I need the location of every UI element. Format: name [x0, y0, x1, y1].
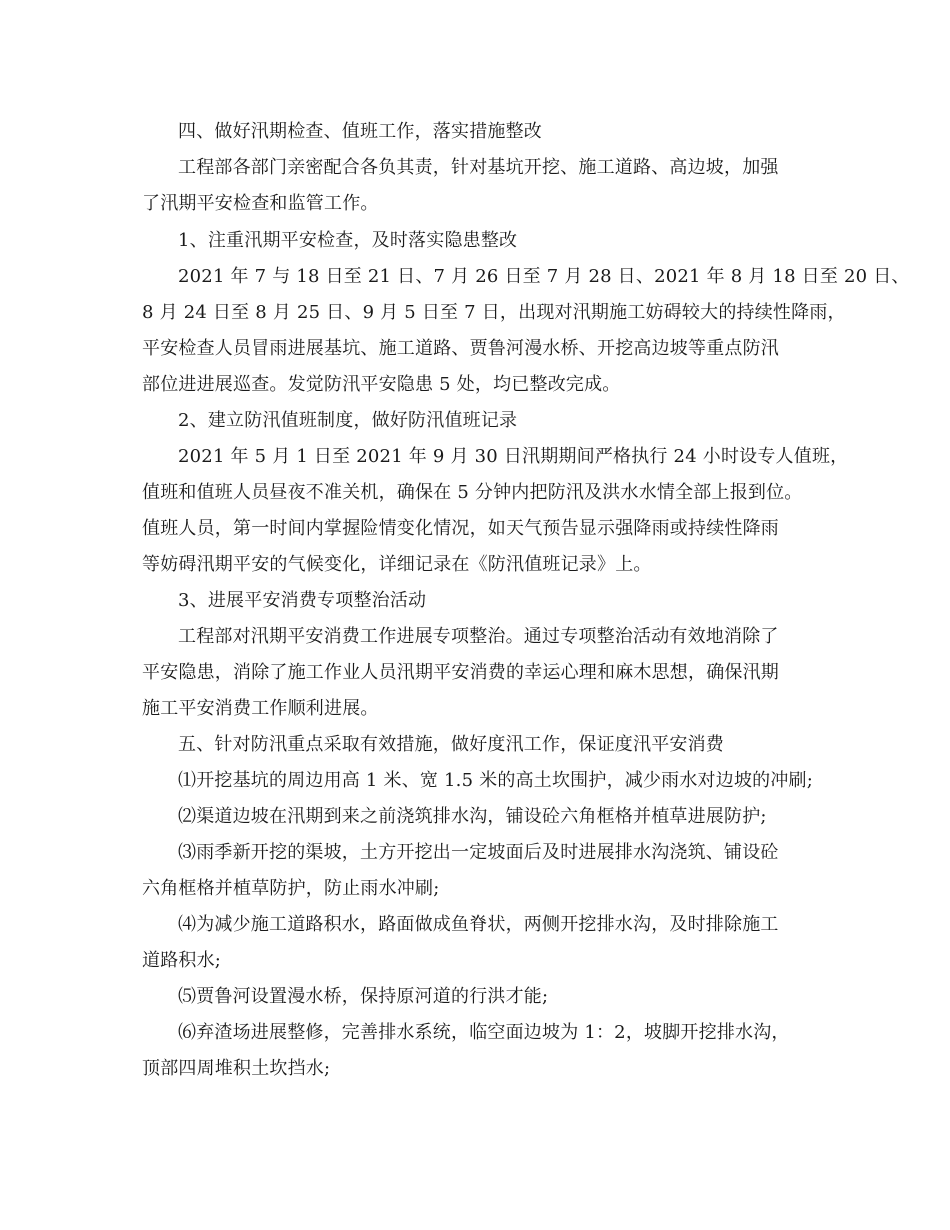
paragraph-line: 工程部各部门亲密配合各负其责，针对基坑开挖、施工道路、高边坡，加强 — [178, 157, 779, 178]
list-item: ⑶雨季新开挖的渠坡，土方开挖出一定坡面后及时进展排水沟浇筑、铺设砼 — [178, 842, 779, 863]
list-item: ⑹弃渣场进展整修，完善排水系统，临空面边坡为 1：2，坡脚开挖排水沟， — [178, 1022, 790, 1043]
subheading-3: 3、进展平安消费专项整治活动 — [178, 590, 427, 611]
list-item: ⑷为减少施工道路积水，路面做成鱼脊状，两侧开挖排水沟，及时排除施工 — [178, 914, 779, 935]
paragraph-line: 工程部对汛期平安消费工作进展专项整治。通过专项整治活动有效地消除了 — [178, 626, 779, 647]
list-item-continuation: 道路积水; — [142, 950, 222, 971]
paragraph-line: 施工平安消费工作顺利进展。 — [142, 698, 379, 719]
list-item: ⑸贾鲁河设置漫水桥，保持原河道的行洪才能; — [178, 986, 549, 1007]
paragraph-line: 部位进进展巡查。发觉防汛平安隐患 5 处，均已整改完成。 — [142, 374, 621, 395]
paragraph-line: 值班和值班人员昼夜不准关机，确保在 5 分钟内把防汛及洪水水情全部上报到位。 — [142, 482, 803, 503]
list-item-continuation: 六角框格并植草防护，防止雨水冲刷; — [142, 878, 440, 899]
subheading-2: 2、建立防汛值班制度，做好防汛值班记录 — [178, 410, 518, 431]
paragraph-line: 平安检查人员冒雨进展基坑、施工道路、贾鲁河漫水桥、开挖高边坡等重点防汛 — [142, 338, 779, 359]
subheading-1: 1、注重汛期平安检查，及时落实隐患整改 — [178, 230, 518, 251]
paragraph-line: 8 月 24 日至 8 月 25 日、9 月 5 日至 7 日，出现对汛期施工妨碍较大的持续性降雨， — [142, 302, 846, 323]
paragraph-line: 2021 年 5 月 1 日至 2021 年 9 月 30 日汛期期间严格执行 24 小时设专人值班， — [178, 446, 849, 467]
section-heading-4: 四、做好汛期检查、值班工作，落实措施整改 — [178, 121, 542, 142]
paragraph-line: 等妨碍汛期平安的气候变化，详细记录在《防汛值班记录》上。 — [142, 554, 652, 575]
paragraph-line: 2021 年 7 与 18 日至 21 日、7 月 26 日至 7 月 28 日、2021 年 8 月 18 日至 20 日、 — [178, 266, 910, 287]
list-item: ⑵渠道边坡在汛期到来之前浇筑排水沟，铺设砼六角框格并植草进展防护; — [178, 806, 767, 827]
section-heading-5: 五、针对防汛重点采取有效措施，做好度汛工作，保证度汛平安消费 — [178, 734, 724, 755]
paragraph-line: 值班人员，第一时间内掌握险情变化情况，如天气预告显示强降雨或持续性降雨 — [142, 518, 779, 539]
list-item-continuation: 顶部四周堆积土坎挡水; — [142, 1058, 331, 1079]
list-item: ⑴开挖基坑的周边用高 1 米、宽 1.5 米的高土坎围护，减少雨水对边坡的冲刷; — [178, 770, 814, 791]
paragraph-line: 了汛期平安检查和监管工作。 — [142, 193, 379, 214]
paragraph-line: 平安隐患，消除了施工作业人员汛期平安消费的幸运心理和麻木思想，确保汛期 — [142, 662, 779, 683]
